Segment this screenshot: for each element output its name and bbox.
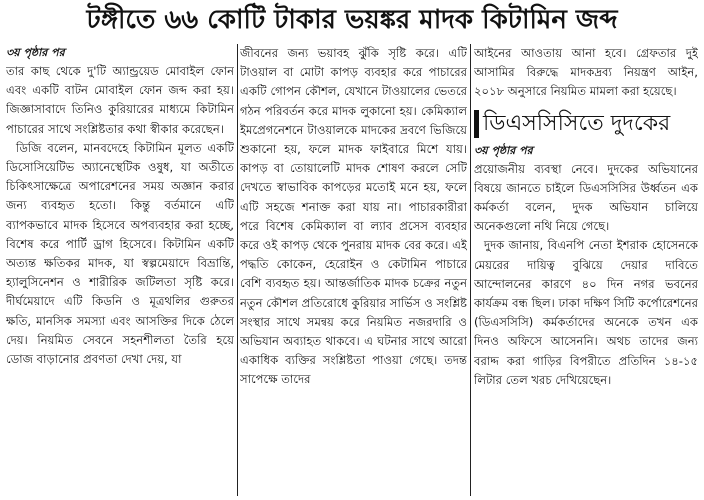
second-article-headline: ডিএসসিসিতে দুদকের <box>474 110 698 138</box>
column-2 <box>240 44 467 496</box>
continued-from-label: ৩য় পৃষ্ঠার পর <box>474 143 533 157</box>
paragraph: আইনের আওতায় আনা হবে। গ্রেফতার দুই আসামির বিরুদ্ধে মাদকদ্রব্য নিয়ন্ত্রণ আইন, ২০১৮ অনুসারে নিয়মিত মামলা করা হয়েছে। <box>474 46 698 99</box>
column-divider <box>237 44 238 496</box>
paragraph: দুদক জানায়, বিএনপি নেতা ইশরাক হোসেনকে মেয়রের দায়িত্ব বুঝিয়ে দেয়ার দাবিতে আন্দোলনের কারণে ৪০ দিন নগর ভবনের কার্যক্রম বন্ধ ছিল। ঢাকা দক্ষিণ সিটি কর্পোরেশনের (ডিএসসিসি) কর্মকর্তাদের অনেকে তখন এক দিনও অফিসে আসেননি। অথচ তাদের জন্য বরাদ্দ করা গাড়ির বিপরীতে প্রতিদিন ১৪-১৫ লিটার তেল খরচ দেখিয়েছেন। <box>474 238 698 387</box>
continued-from-label: ৩য় পৃষ্ঠার পর <box>6 46 65 59</box>
column-divider <box>470 44 471 496</box>
paragraph: জীবনের জন্য ভয়াবহ ঝুঁকি সৃষ্টি করে। এটি টাওয়াল বা মোটা কাপড় ব্যবহার করে পাচারের একটি গোপন কৌশল, যেখানে টাওয়ালের ভেতরে গঠন পরিবর্তন করে মাদক লুকানো হয়। কেমিক্যাল ইমপ্রেগনেশনে টাওয়ালকে মাদকের দ্রবণে ভিজিয়ে শুকানো হয়, ফলে মাদক ফাইবারে মিশে যায়। কাপড় বা তোয়ালেটি মাদক শোষণ করলে সেটি দেখতে স্বাভাবিক কাপড়ের মতোই মনে হয়, ফলে এটি সহজে শনাক্ত করা যায় না। পাচারকারীরা পরে বিশেষ কেমিক্যাল বা ল্যাব প্রসেস ব্যবহার করে ওই কাপড় থেকে পুনরায় মাদক বের করে। এই পদ্ধতি কোকেন, হেরোইন ও কেটামিন পাচারে বেশি ব্যবহৃত হয়। আন্তর্জাতিক মাদক চক্রের নতুন নতুন কৌশল প্রতিরোধে কুরিয়ার সার্ভিস ও সংশ্লিষ্ট সংস্থার সাথে সমন্বয় করে নিয়মিত নজরদারি ও অভিযান অব্যাহত থাকবে। এ ঘটনার সাথে আরো একাধিক ব্যক্তির সংশ্লিষ্টতা পাওয়া গেছে। তদন্ত সাপেক্ষে তাদের <box>240 46 467 387</box>
paragraph: তার কাছ থেকে দু'টি অ্যান্ড্রয়েড মোবাইল ফোন এবং একটি বাটন মোবাইল ফোন জব্দ করা হয়। জিজ্ঞাসাবাদে তিনিও কুরিয়ারের মাধ্যমে কিটামিন পাচারের সাথে সংশ্লিষ্টতার কথা স্বীকার করেছেন। <box>6 64 234 136</box>
column-1 <box>6 44 234 496</box>
headline: টঙ্গীতে ৬৬ কোটি টাকার ভয়ঙ্কর মাদক কিটামিন জব্দ <box>86 5 618 35</box>
paragraph: ডিজি বলেন, মানবদেহে কিটামিন মূলত একটি ডিসোসিয়েটিভ অ্যানেস্থেটিক ওষুধ, যা অতীতে চিকিৎসাক্ষেত্রে অপারেশনের সময় অজ্ঞান করার জন্য ব্যবহৃত হতো। কিন্তু বর্তমানে এটি ব্যাপকভাবে মাদক হিসেবে অপব্যবহার করা হচ্ছে, বিশেষ করে পার্টি ড্রাগ হিসেবে। কিটামিন একটি অত্যন্ত ক্ষতিকর মাদক, যা স্বল্পমেয়াদে বিভ্রান্তি, হ্যালুসিনেশন ও শারীরিক জটিলতা সৃষ্টি করে। দীর্ঘমেয়াদে এটি কিডনি ও মূত্রথলির গুরুতর ক্ষতি, মানসিক সমস্যা এবং আসক্তির দিকে ঠেলে দেয়। নিয়মিত সেবনে সহনশীলতা তৈরি হয়ে ডোজ বাড়ানোর প্রবণতা দেখা দেয়, যা <box>6 140 234 367</box>
paragraph: প্রয়োজনীয় ব্যবস্থা নেবে। দুদকের অভিযানের বিষয়ে জানতে চাইলে ডিএসসিসির উর্ধ্বতন এক কর্মকর্তা বলেন, দুদক অভিযান চালিয়ে অনেকগুলো নথি নিয়ে গেছে। <box>474 161 698 234</box>
column-3 <box>474 44 698 496</box>
